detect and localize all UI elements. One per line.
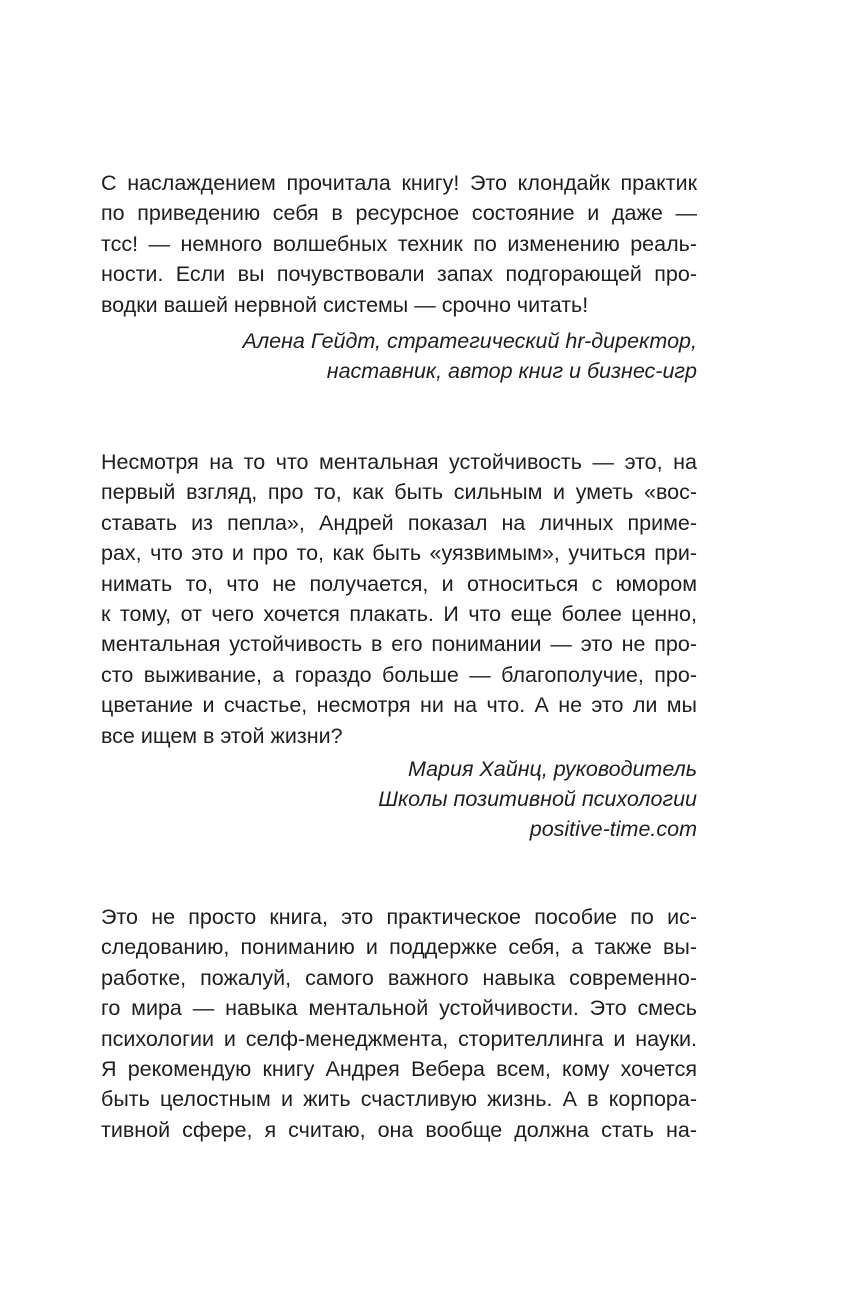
attribution-line: Мария Хайнц, руководитель	[407, 757, 697, 781]
attribution-line: Школы позитивной психологии	[378, 787, 697, 811]
review-line: цветание и счастье, несмотря ни на что. А не это ли мы	[101, 693, 697, 718]
review-line: по приведению себя в ресурсное состояние и даже —	[101, 201, 697, 226]
attribution-line: Алена Гейдт, стратегический hr-директор,	[242, 329, 697, 353]
review-line: работке, пожалуй, самого важного навыка современно-	[101, 965, 697, 990]
review-line: С наслаждением прочитала книгу! Это клондайк практик	[101, 171, 697, 195]
review-line: Я рекомендую книгу Андрея Вебера всем, кому хочется	[101, 1057, 697, 1082]
review-line: к тому, от чего хочется плакать. И что еще более ценно,	[101, 602, 697, 627]
review-line: психологии и селф-менеджмента, сторителлинга и науки.	[101, 1026, 697, 1051]
review-line: ности. Если вы почувствовали запах подгорающей про-	[101, 262, 697, 287]
review-line: ставать из пепла», Андрей показал на личных приме-	[101, 510, 697, 535]
review-line: ментальная устойчивость в его понимании — это не про-	[101, 632, 697, 657]
review-attribution-2	[101, 754, 697, 844]
review-line: все ищем в этой жизни?	[101, 723, 343, 748]
review-line: быть целостным и жить счастливую жизнь. А в корпора-	[101, 1087, 697, 1112]
review-line: Несмотря на то что ментальная устойчивость — это, на	[101, 450, 697, 474]
review-text-3	[101, 902, 697, 1145]
review-line: следованию, пониманию и поддержке себя, а также вы-	[101, 935, 697, 960]
review-line: нимать то, что не получается, и относиться с юмором	[101, 571, 697, 596]
review-text-1	[101, 168, 697, 320]
review-line: водки вашей нервной системы — срочно читать!	[101, 292, 589, 317]
attribution-line: наставник, автор книг и бизнес-игр	[326, 359, 697, 383]
review-line: го мира — навыка ментальной устойчивости. Это смесь	[101, 996, 697, 1021]
review-line: тивной сфере, я считаю, она вообще должна стать на-	[101, 1117, 697, 1142]
review-text-2	[101, 447, 697, 751]
review-line: рах, что это и про то, как быть «уязвимым», учиться при-	[101, 541, 697, 566]
review-line: Это не просто книга, это практическое пособие по ис-	[101, 905, 697, 929]
review-line: первый взгляд, про то, как быть сильным и уметь «вос-	[101, 480, 697, 505]
review-attribution-1	[101, 326, 697, 386]
review-line: тсс! — немного волшебных техник по изменению реаль-	[101, 231, 697, 256]
review-line: сто выживание, а гораздо больше — благополучие, про-	[101, 662, 697, 687]
attribution-line: positive-time.com	[529, 817, 697, 841]
